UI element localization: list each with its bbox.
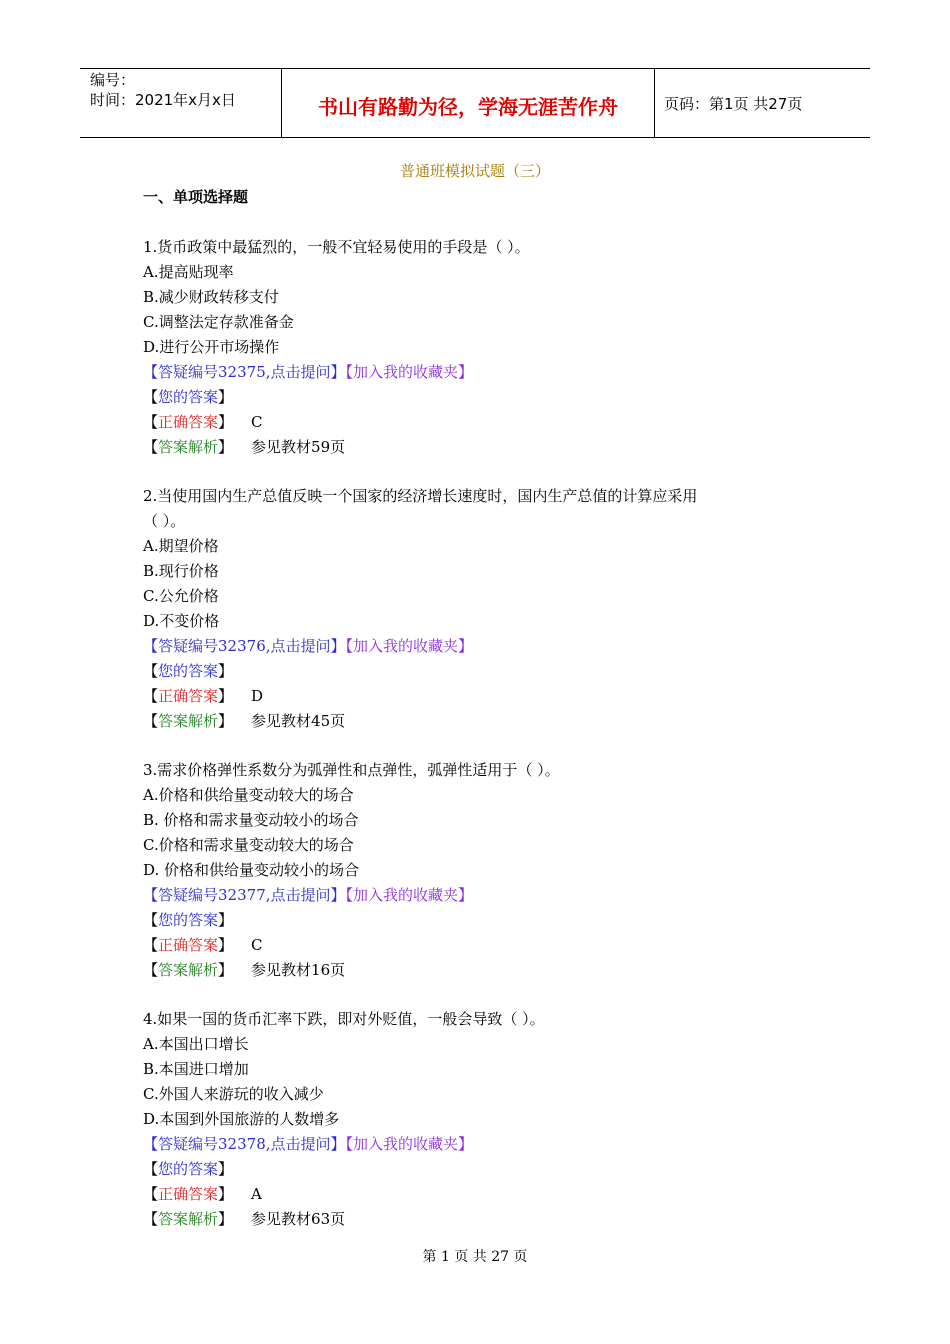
answer-option: A.本国出口增长 — [143, 1035, 249, 1053]
analysis-label: 答案解析 — [158, 712, 219, 730]
bracket-open: 【 — [143, 1185, 159, 1203]
correct-answer-label: 正确答案 — [158, 1185, 219, 1203]
document-number-label: 编号： — [90, 71, 136, 89]
analysis-row — [143, 435, 783, 460]
question-1 — [143, 235, 783, 460]
add-favorite-link[interactable]: 【加入我的收藏夹】 — [345, 637, 474, 655]
analysis-label: 答案解析 — [158, 961, 219, 979]
bracket-open: 【 — [143, 687, 159, 705]
analysis-label: 答案解析 — [158, 438, 219, 456]
qa-links-row — [143, 1132, 783, 1157]
correct-answer-label: 正确答案 — [158, 936, 219, 954]
qa-suffix: ,点击提问】 — [265, 1135, 346, 1153]
answer-option: D.不变价格 — [143, 612, 220, 630]
section-title: 一、单项选择题 — [143, 188, 249, 206]
page-header — [80, 68, 870, 138]
add-favorite-link[interactable]: 【加入我的收藏夹】 — [345, 886, 474, 904]
answer-option: B.减少财政转移支付 — [143, 288, 279, 306]
bracket-close: 】 — [218, 1210, 234, 1228]
qa-prefix: 【答疑编号 — [143, 1135, 219, 1153]
answer-option: C.调整法定存款准备金 — [143, 313, 294, 331]
correct-answer-label: 正确答案 — [158, 687, 219, 705]
bracket-open: 【 — [143, 712, 159, 730]
correct-answer-value: A — [251, 1185, 262, 1203]
qa-prefix: 【答疑编号 — [143, 637, 219, 655]
answer-option: D. 价格和供给量变动较小的场合 — [143, 861, 360, 879]
qa-suffix: ,点击提问】 — [265, 637, 346, 655]
your-answer-row — [143, 385, 783, 410]
bracket-close: 】 — [218, 961, 234, 979]
correct-answer-value: C — [251, 413, 263, 431]
analysis-row — [143, 1207, 783, 1232]
qa-links-row — [143, 360, 783, 385]
answer-option: B. 价格和需求量变动较小的场合 — [143, 811, 359, 829]
question-2 — [143, 484, 783, 734]
bracket-close: 】 — [218, 1160, 234, 1178]
answer-option: C.外国人来游玩的收入减少 — [143, 1085, 324, 1103]
correct-answer-row — [143, 1182, 783, 1207]
answer-option: A.价格和供给量变动较大的场合 — [143, 786, 354, 804]
qa-id: 32377 — [218, 886, 266, 904]
bracket-open: 【 — [143, 438, 159, 456]
question-3 — [143, 758, 783, 983]
correct-answer-label: 正确答案 — [158, 413, 219, 431]
correct-answer-value: D — [251, 687, 264, 705]
question-stem: 4.如果一国的货币汇率下跌，即对外贬值，一般会导致（ ）。 — [143, 1010, 545, 1028]
analysis-label: 答案解析 — [158, 1210, 219, 1228]
analysis-text: 参见教材63页 — [251, 1210, 346, 1228]
bracket-close: 】 — [218, 1185, 234, 1203]
qa-links-row — [143, 634, 783, 659]
bracket-close: 】 — [218, 388, 234, 406]
correct-answer-row — [143, 933, 783, 958]
answer-option: A.提高贴现率 — [143, 263, 234, 281]
your-answer-label: 您的答案 — [158, 388, 219, 406]
answer-option: B.本国进口增加 — [143, 1060, 249, 1078]
bracket-open: 【 — [143, 961, 159, 979]
add-favorite-link[interactable]: 【加入我的收藏夹】 — [345, 363, 474, 381]
ask-question-link[interactable] — [143, 1135, 346, 1153]
qa-suffix: ,点击提问】 — [265, 886, 346, 904]
bracket-close: 】 — [218, 413, 234, 431]
question-stem: 2.当使用国内生产总值反映一个国家的经济增长速度时，国内生产总值的计算应采用 — [143, 487, 698, 505]
analysis-row — [143, 958, 783, 983]
bracket-close: 】 — [218, 712, 234, 730]
ask-question-link[interactable] — [143, 886, 346, 904]
bracket-open: 【 — [143, 662, 159, 680]
exam-title: 普通班模拟试题（三） — [399, 162, 550, 180]
answer-option: B.现行价格 — [143, 562, 219, 580]
question-stem: 3.需求价格弹性系数分为弧弹性和点弹性，弧弹性适用于（ ）。 — [143, 761, 560, 779]
qa-id: 32378 — [218, 1135, 266, 1153]
answer-option: C.公允价格 — [143, 587, 219, 605]
bracket-open: 【 — [143, 1210, 159, 1228]
answer-option: A.期望价格 — [143, 537, 219, 555]
qa-id: 32375 — [218, 363, 266, 381]
ask-question-link[interactable] — [143, 637, 346, 655]
bracket-close: 】 — [218, 662, 234, 680]
your-answer-label: 您的答案 — [158, 1160, 219, 1178]
ask-question-link[interactable] — [143, 363, 346, 381]
qa-prefix: 【答疑编号 — [143, 363, 219, 381]
analysis-text: 参见教材59页 — [251, 438, 346, 456]
correct-answer-row — [143, 684, 783, 709]
correct-answer-row — [143, 410, 783, 435]
document-time-label: 时间：2021年x月x日 — [90, 91, 236, 109]
header-meta — [80, 69, 282, 137]
header-motto: 书山有路勤为径，学海无涯苦作舟 — [282, 69, 655, 137]
qa-suffix: ,点击提问】 — [265, 363, 346, 381]
bracket-open: 【 — [143, 388, 159, 406]
header-page-info: 页码：第1页 共27页 — [664, 94, 803, 113]
bracket-close: 】 — [218, 687, 234, 705]
analysis-row — [143, 709, 783, 734]
correct-answer-value: C — [251, 936, 263, 954]
your-answer-row — [143, 908, 783, 933]
answer-option: D.进行公开市场操作 — [143, 338, 280, 356]
question-stem: 1.货币政策中最猛烈的，一般不宜轻易使用的手段是（ ）。 — [143, 238, 530, 256]
bracket-open: 【 — [143, 1160, 159, 1178]
bracket-close: 】 — [218, 911, 234, 929]
answer-option: D.本国到外国旅游的人数增多 — [143, 1110, 340, 1128]
question-4 — [143, 1007, 783, 1232]
your-answer-label: 您的答案 — [158, 662, 219, 680]
qa-links-row — [143, 883, 783, 908]
bracket-open: 【 — [143, 413, 159, 431]
bracket-close: 】 — [218, 438, 234, 456]
add-favorite-link[interactable]: 【加入我的收藏夹】 — [345, 1135, 474, 1153]
your-answer-label: 您的答案 — [158, 911, 219, 929]
bracket-open: 【 — [143, 936, 159, 954]
page-footer: 第 1 页 共 27 页 — [422, 1249, 528, 1265]
qa-id: 32376 — [218, 637, 266, 655]
bracket-open: 【 — [143, 911, 159, 929]
question-stem: （ ）。 — [143, 512, 186, 530]
bracket-close: 】 — [218, 936, 234, 954]
analysis-text: 参见教材16页 — [251, 961, 346, 979]
answer-option: C.价格和需求量变动较大的场合 — [143, 836, 354, 854]
qa-prefix: 【答疑编号 — [143, 886, 219, 904]
your-answer-row — [143, 659, 783, 684]
your-answer-row — [143, 1157, 783, 1182]
analysis-text: 参见教材45页 — [251, 712, 346, 730]
